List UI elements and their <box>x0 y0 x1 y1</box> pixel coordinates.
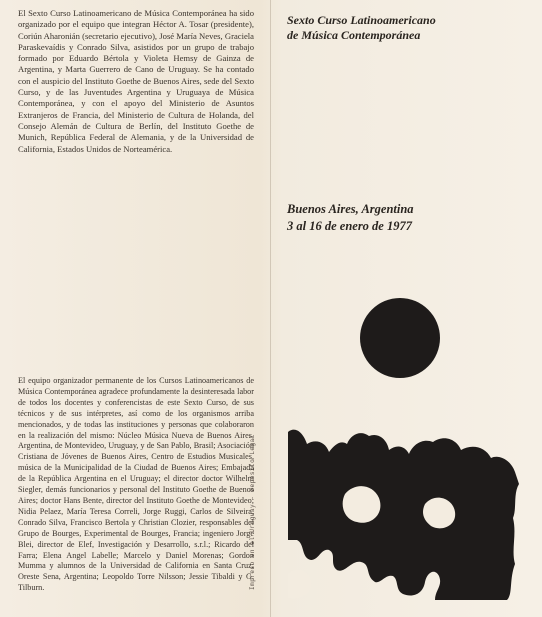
event-location: Buenos Aires, Argentina <box>287 202 414 216</box>
fold-line <box>270 0 271 617</box>
acknowledgements-paragraph: El equipo organizador permanente de los Cursos Latinoamericanos de Música Contemporánea agradece profundamente la desinteresada labor de todos los docentes y conferencistas de este Sexto Curso, de sus técnicos y de sus intérpretes, así como de los organismos arriba mencionados, y de todas las instituciones y personas que colaboraron en la realización del mismo: Núcleo Música Nueva de Buenos Aires, Argentina, de Montevideo, Uruguay, y de San Pablo, Brasil; Asociación Cristiana de Jóvenes de Buenos Aires, Centro de Estudios Musicales, música de la Municipalidad de la Ciudad de Buenos Aires; Embajada de la República Argentina en el Uruguay; el director doctor Wilhelm Siegler, demás funcionarios y personal del Instituto Goethe de Buenos Aires; doctor Hans Bente, director del Instituto Goethe de Montevideo; Nidia Pelaez, María Teresa Correli, Jorge Ruggi, Carlos de Silveira, Conrado Silva, Francisco Bertola y Christian Clozier, responsables del Grupo de Bourges, Experimental de Bourges, Francia; ingeniero Jorge Blei, director de Elef, Investigación y Desarrollo, s.r.l.; Ricardo del Farra; Elena Angel Labelle; Marcelo y Daniel Morenas; Gordon Mumma y alumnos de la Universidad de California en Santa Cruz; Oreste Sena, Argentina; Leopoldo Torre Nilsson; Jessie Tibaldi y G. Tilburn. <box>18 376 254 593</box>
print-note: Impreso en el Uruguay - Depósito Legal <box>249 434 256 590</box>
event-dates: 3 al 16 de enero de 1977 <box>287 219 412 233</box>
abstract-landscape-shape <box>288 430 519 600</box>
title-line-1: Sexto Curso Latinoamericano <box>287 13 436 27</box>
black-sun-circle <box>360 298 440 378</box>
abstract-artwork <box>285 294 525 604</box>
negative-space-shape-3 <box>288 570 311 599</box>
organizers-paragraph: El Sexto Curso Latinoamericano de Música Contemporánea ha sido organizado por el equipo que integran Héctor A. Tosar (presidente), Coriún Aharonián (secretario ejecutivo), José María Neves, Graciela Paraskevaídis y Conrado Silva, asistidos por un grupo de trabajo formado por Eduardo Bértola y Violeta Hemsy de Gainza de Argentina, y Marta Guerrero de Cano de Uruguay. Se ha contado con el auspicio del Instituto Goethe de Buenos Aires, sede del Sexto Curso, y de las Juventudes Argentina y Uruguaya de Música Contemporánea, y con el apoyo del Ministerio de Asuntos Extranjeros de Francia, del Ministerio de Cultura de Holanda, del Consejo Alemán de Cultura de Berlín, del Instituto Goethe de Munich, República Federal de Alemania, y de la Universidad de California, Estados Unidos de Norteamérica. <box>18 8 254 154</box>
event-info <box>287 201 517 235</box>
brochure-title <box>287 13 517 43</box>
title-line-2: de Música Contemporánea <box>287 28 421 42</box>
